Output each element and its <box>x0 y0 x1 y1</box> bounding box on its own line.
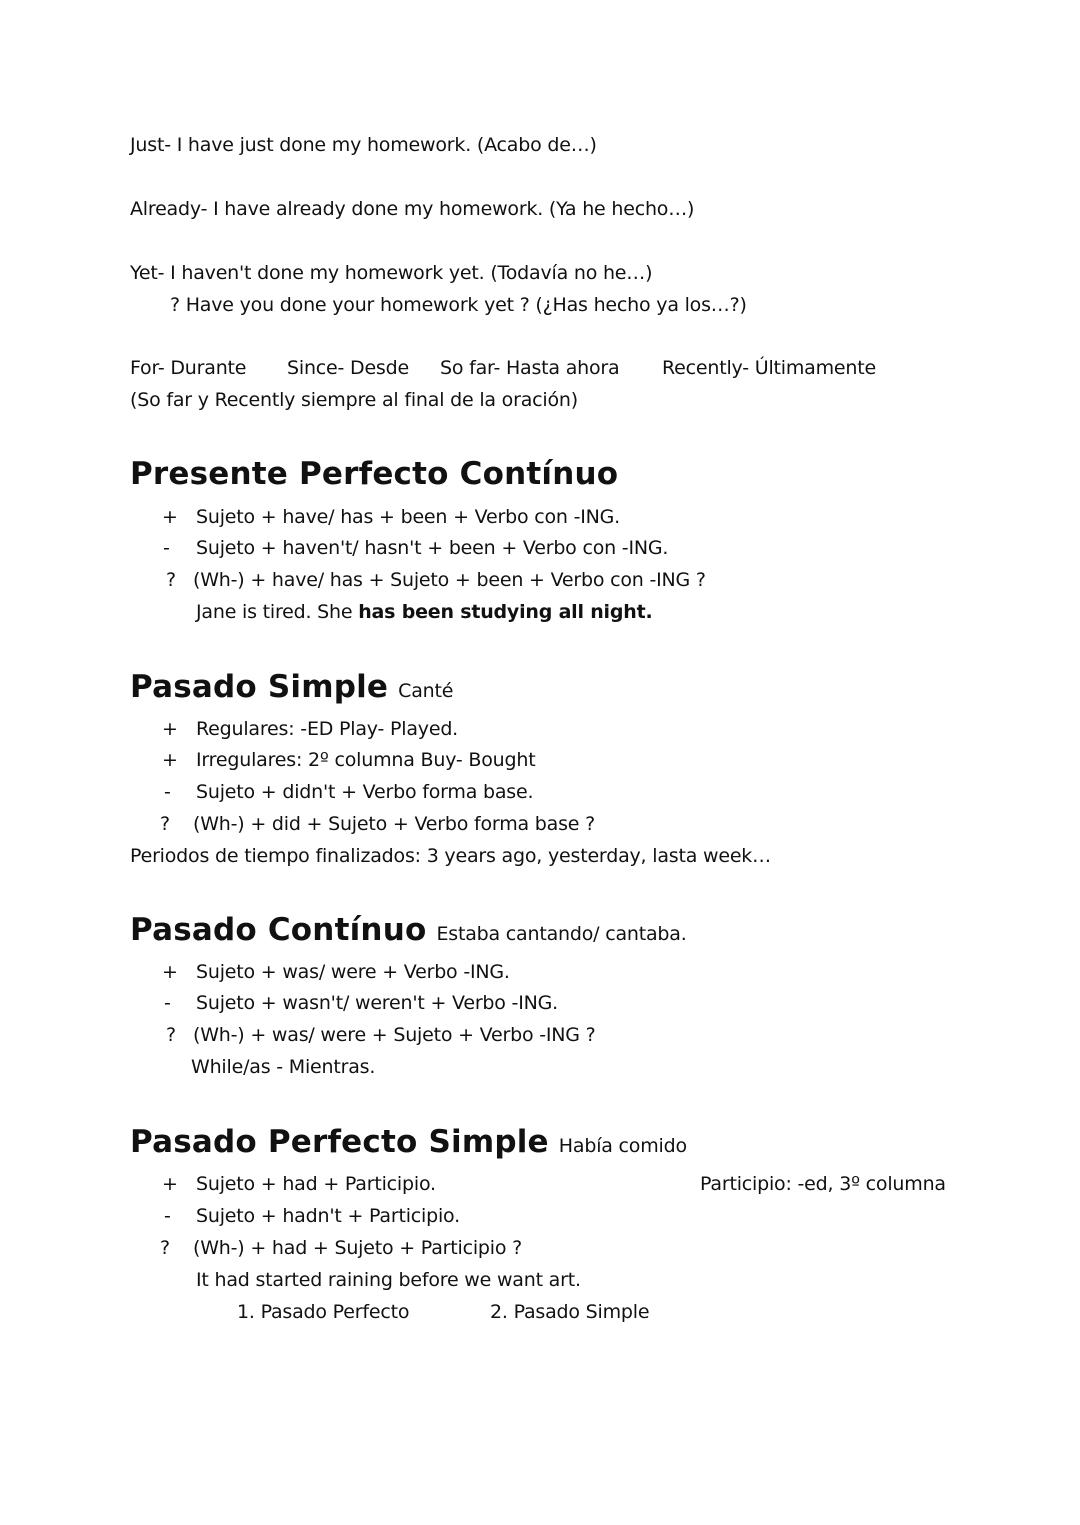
pc-affirmative-rule: Sujeto + was/ were + Verbo -ING. <box>196 961 510 983</box>
position-note: (So far y Recently siempre al final de la oración) <box>130 389 578 411</box>
question-symbol: ? <box>160 1237 171 1259</box>
affirmative-symbol: + <box>162 1173 178 1195</box>
pps-subtitle: Había comido <box>558 1135 687 1157</box>
ps-regular-rule: Regulares: -ED Play- Played. <box>196 718 459 740</box>
ppc-example-plain: Jane is tired. She <box>196 601 359 623</box>
ps-negative-rule: Sujeto + didn't + Verbo forma base. <box>196 781 534 803</box>
ppc-affirmative-rule: Sujeto + have/ has + been + Verbo con -ING. <box>196 506 621 528</box>
negative-symbol: - <box>163 537 170 559</box>
ppc-example <box>196 600 653 624</box>
pc-question-rule: (Wh-) + was/ were + Sujeto + Verbo -ING ? <box>193 1024 596 1046</box>
ps-irregular-rule: Irregulares: 2º columna Buy- Bought <box>196 749 536 771</box>
affirmative-symbol: + <box>162 718 178 740</box>
yet-negative-line: Yet- I haven't done my homework yet. (Todavía no he…) <box>130 262 653 284</box>
recently-label: Recently- Últimamente <box>662 357 876 379</box>
ppc-example-bold: has been studying all night. <box>358 601 653 623</box>
ppc-question-rule: (Wh-) + have/ has + Sujeto + been + Verbo con -ING ? <box>193 569 706 591</box>
pps-affirmative-rule: Sujeto + had + Participio. <box>196 1173 436 1195</box>
pps-question-rule: (Wh-) + had + Sujeto + Participio ? <box>193 1237 522 1259</box>
affirmative-symbol: + <box>162 749 178 771</box>
just-line: Just- I have just done my homework. (Acabo de…) <box>130 134 597 156</box>
section-title-past-perfect <box>130 1123 687 1165</box>
section-title-past-continuous <box>130 911 687 953</box>
ps-subtitle: Canté <box>398 680 454 702</box>
ppc-negative-rule: Sujeto + haven't/ hasn't + been + Verbo con -ING. <box>196 537 669 559</box>
order-second: 2. Pasado Simple <box>490 1301 650 1323</box>
pps-example: It had started raining before we want art. <box>196 1269 581 1291</box>
pps-negative-rule: Sujeto + hadn't + Participio. <box>196 1205 460 1227</box>
section-title-present-perfect-continuous: Presente Perfecto Contínuo <box>130 456 619 492</box>
ps-question-rule: (Wh-) + did + Sujeto + Verbo forma base ? <box>193 813 595 835</box>
pc-negative-rule: Sujeto + wasn't/ weren't + Verbo -ING. <box>196 992 558 1014</box>
since-label: Since- Desde <box>287 357 409 379</box>
pc-title: Pasado Contínuo <box>130 912 427 948</box>
question-symbol: ? <box>166 1024 177 1046</box>
order-first: 1. Pasado Perfecto <box>237 1301 410 1323</box>
so-far-label: So far- Hasta ahora <box>440 357 620 379</box>
question-symbol: ? <box>160 813 171 835</box>
question-symbol: ? <box>166 569 177 591</box>
already-line: Already- I have already done my homework. (Ya he hecho…) <box>130 198 695 220</box>
for-label: For- Durante <box>130 357 247 379</box>
participle-note: Participio: -ed, 3º columna <box>700 1173 946 1195</box>
negative-symbol: - <box>164 781 171 803</box>
negative-symbol: - <box>164 1205 171 1227</box>
section-title-past-simple <box>130 668 453 710</box>
negative-symbol: - <box>164 992 171 1014</box>
yet-question-line: ? Have you done your homework yet ? (¿Has hecho ya los…?) <box>170 294 747 316</box>
ps-time-note: Periodos de tiempo finalizados: 3 years ago, yesterday, lasta week… <box>130 845 771 867</box>
pc-subtitle: Estaba cantando/ cantaba. <box>436 923 687 945</box>
affirmative-symbol: + <box>162 961 178 983</box>
pps-title: Pasado Perfecto Simple <box>130 1124 549 1160</box>
pc-while-note: While/as - Mientras. <box>191 1056 376 1078</box>
ps-title: Pasado Simple <box>130 669 389 705</box>
affirmative-symbol: + <box>162 506 178 528</box>
